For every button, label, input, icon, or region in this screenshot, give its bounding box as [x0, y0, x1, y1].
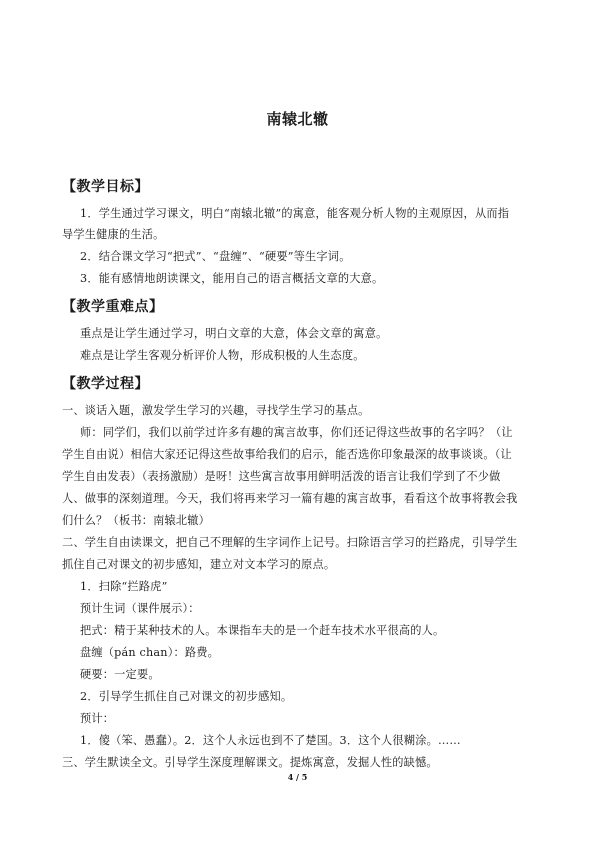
process-line-2: 师：同学们，我们以前学过许多有趣的寓言故事，你们还记得这些故事的名字吗？（让	[80, 426, 513, 439]
process-line-16: 1．傻（笨、愚蠢）。2．这个人永远也到不了楚国。3．这个人很糊涂。……	[80, 734, 461, 747]
process-line-8: 抓住自己对课文的初步感知，建立对文本学习的原点。	[62, 558, 336, 571]
section-heading-goals: 【教学目标】	[62, 179, 149, 195]
process-line-14: 2．引导学生抓住自己对课文的初步感知。	[80, 690, 293, 703]
key-line-1: 重点是让学生通过学习，明白文章的大意，体会文章的寓意。	[80, 327, 388, 340]
process-line-1: 一、谈话入题，激发学生学习的兴趣，寻找学生学习的基点。	[62, 404, 370, 417]
process-line-3: 学生自由说）相信大家还记得这些故事给我们的启示，能否选你印象最深的故事谈谈。（让	[62, 448, 512, 461]
process-line-12: 盘缠（pán chan）：路费。	[80, 646, 220, 659]
goal-line-3: 2．结合课文学习“把式”、“盘缠”、“硬要”等生字词。	[80, 250, 351, 263]
process-line-15: 预计：	[80, 712, 115, 725]
key-line-2: 难点是让学生客观分析评价人物，形成积极的人生态度。	[80, 349, 365, 362]
section-heading-process: 【教学过程】	[62, 376, 149, 392]
process-line-4: 学生自由发表）（表扬激励）是呀！这些寓言故事用鲜明活泼的语言让我们学到了不少做	[62, 470, 501, 483]
process-line-10: 预计生词（课件展示）：	[80, 602, 200, 615]
page-number: 4 / 5	[287, 772, 308, 782]
process-line-6: 们什么？（板书：南辕北辙）	[62, 514, 211, 527]
goal-line-2: 导学生健康的生活。	[62, 228, 165, 241]
process-line-11: 把式：精于某种技术的人。本课指车夫的是一个赶车技术水平很高的人。	[80, 624, 445, 637]
goal-line-1: 1．学生通过学习课文，明白“南辕北辙”的寓意，能客观分析人物的主观原因，从而指	[80, 207, 510, 220]
document-title: 南辕北辙	[266, 110, 329, 128]
section-heading-key: 【教学重难点】	[62, 299, 164, 315]
goal-line-4: 3．能有感情地朗读课文，能用自己的语言概括文章的大意。	[80, 272, 384, 285]
process-line-9: 1．扫除“拦路虎”	[80, 580, 168, 593]
process-line-5: 人、做事的深刻道理。今天，我们将再来学习一篇有趣的寓言故事，看看这个故事将教会我	[62, 492, 518, 505]
process-line-17: 三、学生默读全文。引导学生深度理解课文。提炼寓意，发掘人性的缺憾。	[62, 756, 438, 769]
process-line-7: 二、学生自由读课文，把自己不理解的生字词作上记号。扫除语言学习的拦路虎，引导学生	[62, 536, 518, 549]
process-line-13: 硬要：一定要。	[80, 668, 160, 681]
